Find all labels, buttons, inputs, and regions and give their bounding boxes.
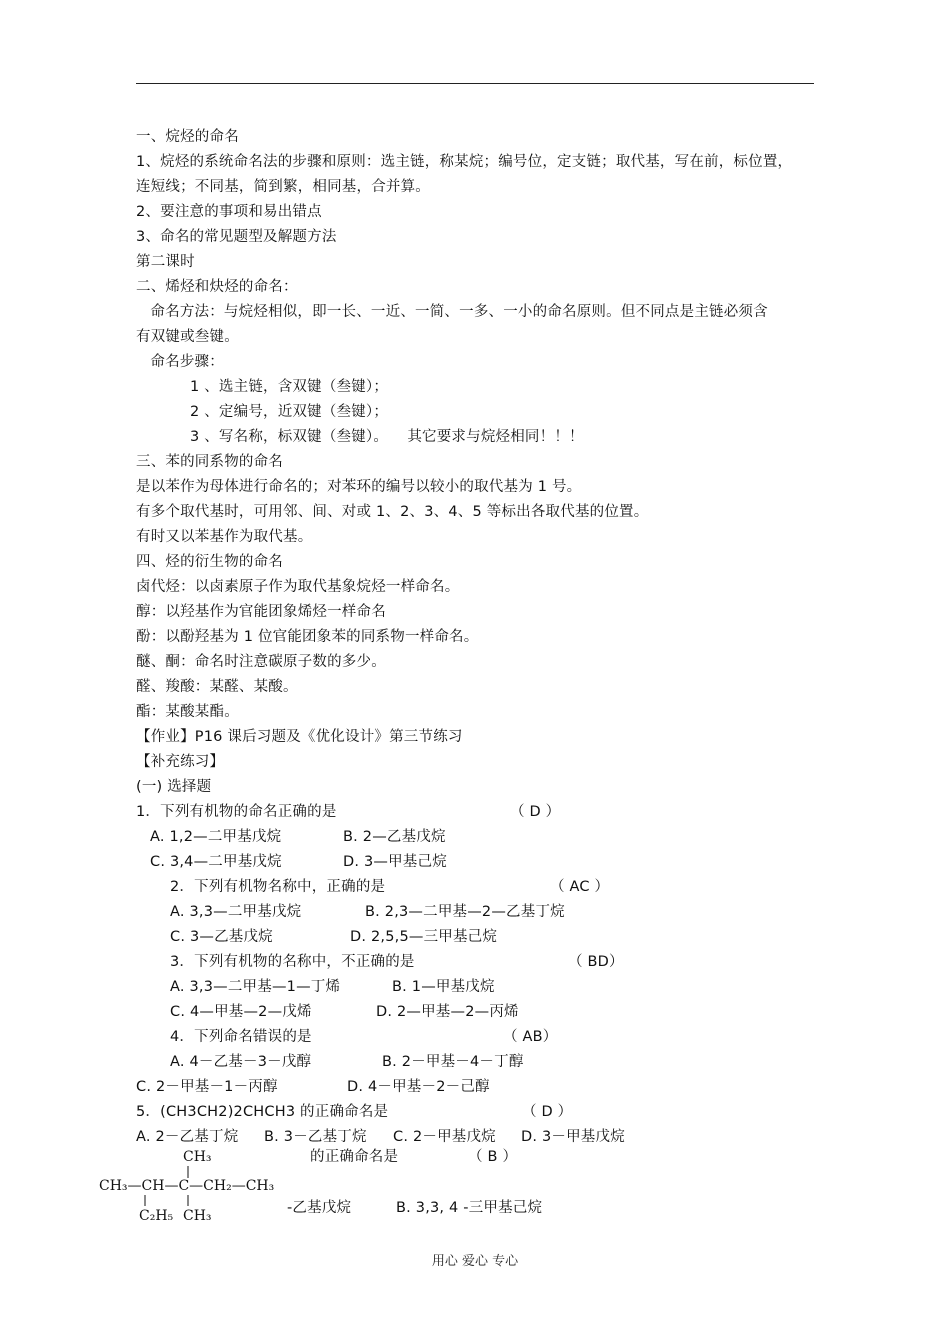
step-item: 1 、选主链，含双键（叁键）； (190, 379, 389, 395)
paragraph-line: 是以苯作为母体进行命名的；对苯环的编号以较小的取代基为 1 号。 (136, 479, 582, 495)
question-answer: （ AB） (503, 1029, 558, 1045)
question-option: B. 3－乙基丁烷 (264, 1129, 367, 1145)
question-answer: （ BD） (568, 954, 624, 970)
paragraph-line: 醛、羧酸：某醛、某酸。 (136, 679, 298, 695)
step-item: 3 、写名称，标双键（叁键）。 其它要求与烷烃相同！！！ (190, 429, 584, 445)
question-option: B. 2,3—二甲基—2—乙基丁烷 (365, 904, 565, 920)
paragraph-line: 酯：某酸某酯。 (136, 704, 239, 720)
question-option: C. 3,4—二甲基戊烷 (150, 854, 282, 870)
supplement-heading: 【补充练习】 (136, 754, 225, 770)
question-option: D. 4－甲基－2－己醇 (347, 1079, 490, 1095)
question-option: B. 1—甲基戊烷 (392, 979, 495, 995)
question-stem: 5．(CH3CH2)2CHCH3 的正确命名是 (136, 1104, 389, 1120)
question-option: -乙基戊烷 (287, 1200, 352, 1216)
question-stem: 的正确命名是 (310, 1149, 399, 1165)
question-option: C. 3—乙基戊烷 (170, 929, 273, 945)
question-option: B. 2—乙基戊烷 (343, 829, 446, 845)
question-stem: 1．下列有机物的命名正确的是 (136, 804, 337, 820)
paragraph-line: 酚：以酚羟基为 1 位官能团象苯的同系物一样命名。 (136, 629, 479, 645)
question-option: A. 4－乙基－3－戊醇 (170, 1054, 312, 1070)
question-option: A. 3,3—二甲基—1—丁烯 (170, 979, 341, 995)
step-item: 2 、定编号，近双键（叁键）； (190, 404, 389, 420)
choice-heading: (一) 选择题 (136, 779, 212, 795)
structure-top-group: CH₃ (183, 1149, 212, 1165)
page-footer: 用心 爱心 专心 (431, 1254, 519, 1269)
paragraph-line: 有多个取代基时，可用邻、间、对或 1、2、3、4、5 等标出各取代基的位置。 (136, 504, 649, 520)
question-answer: （ B ） (468, 1149, 518, 1165)
question-option: D. 2—甲基—2—丙烯 (376, 1004, 519, 1020)
heading-benzene-naming: 三、苯的同系物的命名 (136, 454, 283, 470)
heading-alkane-naming: 一、烷烃的命名 (136, 129, 239, 145)
question-stem: 3．下列有机物的名称中，不正确的是 (170, 954, 415, 970)
paragraph-line: 卤代烃：以卤素原子作为取代基象烷烃一样命名。 (136, 579, 460, 595)
question-option: B. 2－甲基－4－丁醇 (382, 1054, 524, 1070)
paragraph-line: 醚、酮：命名时注意碳原子数的多少。 (136, 654, 386, 670)
homework-line: 【作业】P16 课后习题及《优化设计》第三节练习 (136, 729, 463, 745)
paragraph-line: 有双键或叁键。 (136, 329, 239, 345)
question-option: B. 3,3, 4 -三甲基己烷 (396, 1200, 543, 1216)
question-option: A. 1,2—二甲基戊烷 (150, 829, 282, 845)
question-answer: （ D ） (522, 1104, 573, 1120)
section-label: 第二课时 (136, 254, 195, 270)
question-option: A. 3,3—二甲基戊烷 (170, 904, 302, 920)
paragraph-line: 命名方法：与烷烃相似，即一长、一近、一简、一多、一小的命名原则。但不同点是主链必须含 (136, 304, 768, 320)
question-option: D. 3－甲基戊烷 (521, 1129, 625, 1145)
structure-main-chain: CH₃—CH—C—CH₂—CH₃ (99, 1178, 275, 1194)
question-answer: （ AC ） (550, 879, 610, 895)
paragraph-line: 有时又以苯基作为取代基。 (136, 529, 313, 545)
structure-bottom-methyl: CH₃ (183, 1208, 212, 1224)
header-rule (136, 83, 814, 84)
paragraph-line: 命名步骤： (136, 354, 224, 370)
paragraph-line: 2、要注意的事项和易出错点 (136, 204, 322, 220)
question-option: C. 2－甲基戊烷 (393, 1129, 496, 1145)
paragraph-line: 3、命名的常见题型及解题方法 (136, 229, 337, 245)
structural-formula (95, 1140, 295, 1230)
question-answer: （ D ） (510, 804, 561, 820)
question-stem: 4．下列命名错误的是 (170, 1029, 312, 1045)
question-option: D. 3—甲基己烷 (343, 854, 447, 870)
paragraph-line: 1、烷烃的系统命名法的步骤和原则：选主链，称某烷；编号位，定支链；取代基，写在前，标位置， (136, 154, 793, 170)
question-option: C. 2－甲基－1－丙醇 (136, 1079, 278, 1095)
heading-derivative-naming: 四、烃的衍生物的命名 (136, 554, 283, 570)
question-option: A. 2－乙基丁烷 (136, 1129, 239, 1145)
question-stem: 2．下列有机物名称中，正确的是 (170, 879, 386, 895)
structure-ethyl-group: C₂H₅ (139, 1208, 174, 1224)
paragraph-line: 连短线；不同基，简到繁，相同基，合并算。 (136, 179, 430, 195)
question-option: D. 2,5,5—三甲基己烷 (350, 929, 498, 945)
heading-alkene-naming: 二、烯烃和炔烃的命名： (136, 279, 298, 295)
question-option: C. 4—甲基—2—戊烯 (170, 1004, 312, 1020)
paragraph-line: 醇：以羟基作为官能团象烯烃一样命名 (136, 604, 386, 620)
